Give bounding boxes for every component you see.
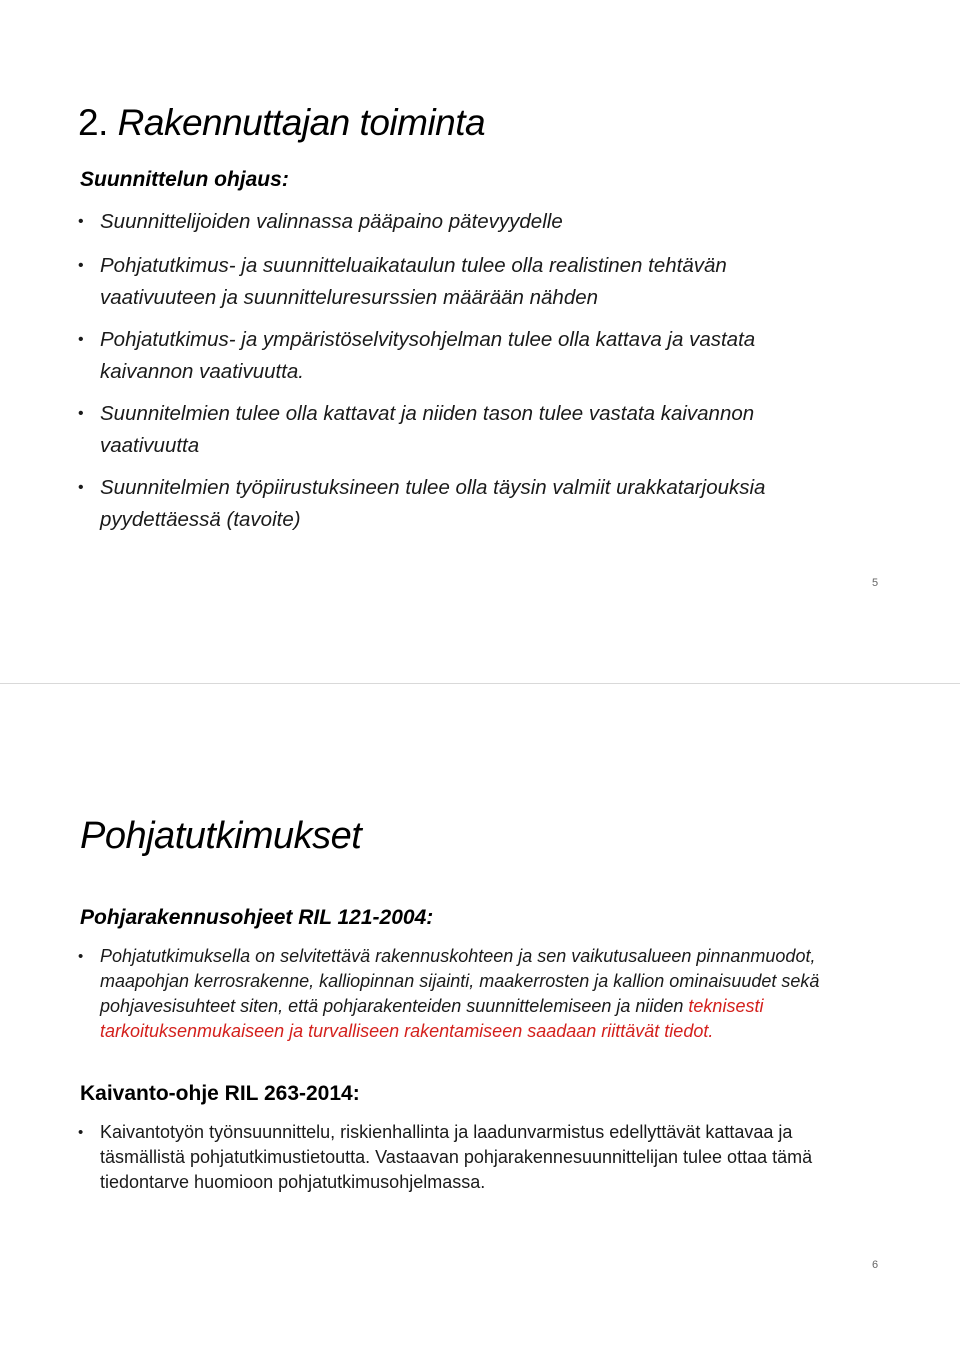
slide-title: 2. Rakennuttajan toiminta (78, 102, 486, 143)
page-number: 5 (872, 577, 879, 589)
list-item: • Pohjatutkimus- ja suunnitteluaikataulun tulee olla realistinen tehtävän vaativuuteen ja suunnitteluresurssien määrään nähden (78, 250, 838, 314)
bullet-icon: • (78, 213, 84, 230)
list-item: • Suunnitelmien tulee olla kattavat ja niiden tason tulee vastata kaivannon vaativuutta (78, 398, 838, 462)
page-number: 6 (872, 1259, 879, 1271)
list-item: • Pohjatutkimuksella on selvitettävä rakennuskohteen ja sen vaikutusalueen pinnanmuodot, maapohjan kerrosrakenne, kalliopinnan sijainti, maakerrosten ja kallion ominaisuudet sekä pohjavesisuhteet siten, että pohjarakenteiden suunnittelemiseen ja niiden teknisesti tarkoituksenmukaiseen ja turvalliseen rakentamiseen saadaan riittävät tiedot. (78, 946, 820, 1041)
section-heading: Pohjarakennusohjeet RIL 121-2004: (80, 906, 434, 929)
list-item: • Suunnittelijoiden valinnassa pääpaino pätevyydelle (78, 206, 838, 238)
section-subheading: Suunnittelun ohjaus: (80, 168, 289, 191)
bullet-icon: • (78, 257, 84, 274)
slide-title: Pohjatutkimukset (80, 815, 362, 857)
list-item: • Kaivantotyön työnsuunnittelu, riskienhallinta ja laadunvarmistus edellyttävät kattavaa ja täsmällistä pohjatutkimustietoutta. Vastaavan pohjarakennesuunnittelijan tulee ottaa tämä tiedontarve huomioon pohjatutkimusohjelmassa. (78, 1122, 813, 1192)
list-item: • Pohjatutkimus- ja ympäristöselvitysohjelman tulee olla kattava ja vastata kaivannon vaativuutta. (78, 324, 838, 388)
bullet-icon: • (78, 479, 84, 496)
bullet-list (78, 1120, 878, 1195)
bullet-list (78, 206, 838, 536)
highlighted-text: teknisesti tarkoituksenmukaiseen ja turvalliseen rakentamiseen saadaan riittävät tiedot. (100, 996, 764, 1041)
bullet-icon: • (78, 948, 84, 965)
slide-6 (0, 685, 960, 1367)
bullet-icon: • (78, 1124, 84, 1141)
section-heading: Kaivanto-ohje RIL 263-2014: (80, 1082, 360, 1105)
bullet-icon: • (78, 331, 84, 348)
bullet-icon: • (78, 405, 84, 422)
slide-5 (0, 0, 960, 683)
bullet-list (78, 944, 878, 1044)
list-item: • Suunnitelmien työpiirustuksineen tulee olla täysin valmiit urakkatarjouksia pyydettäessä (tavoite) (78, 472, 838, 536)
slide-divider (0, 683, 960, 684)
